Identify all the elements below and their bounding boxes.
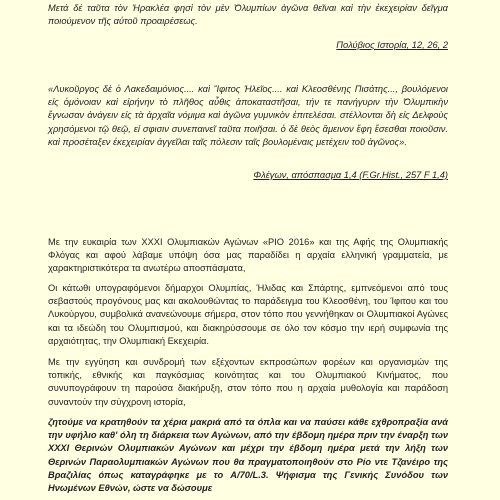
intro-paragraph: Με την ευκαιρία των XXXI Ολυμπιακών Αγώνων «ΡΙΟ 2016» και της Αφής της Ολυμπιακής Φλόγας και αφού λάβαμε υπόψη όσα μας παραδίδει η αρχαία ελληνική γραμματεία, με χαρακτηριστικότερα τα ανωτέρω αποσπάσματα, (48, 237, 448, 274)
phlegon-source: Φλέγων, απόσπασμα 1,4 (F.Gr.Hist., 257 F 1,4) (253, 170, 448, 180)
mayors-paragraph: Οι κάτωθι υπογραφόμενοι δήμαρχοι Ολυμπίας, Ήλιδας και Σπάρτης, εμπνεόμενοι από τους σεβαστούς προγόνους μας και ακολουθώντας το παράδειγμα του Κλεοσθένη, του Ίφιτου και του Λυκούργου, συμβολικά ανανεώνουμε σήμερα, στον τόπο που γεννήθηκαν οι Ολυμπιακοί Αγώνες και τα ιδεώδη του Ολυμπισμού, και διακηρύσσουμε σε όλο τον κόσμο την ιερή συμφωνία της αρχαιότητας, την Ολυμπιακή Εκεχειρία. (48, 283, 448, 346)
truce-request-paragraph: ζητούμε να κρατηθούν τα χέρια μακριά από τα όπλα και να παύσει κάθε εχθροπραξία ανά την υφήλιο καθ' όλη τη διάρκεια των Αγώνων, από την έβδομη ημέρα πριν την έναρξη των XXXI Θερινών Ολυμπιακών Αγώνων και μέχρι την έβδομη ημέρα μετά την λήξη των Θερινών Παραολυμπιακών Αγώνων που θα πραγματοποιηθούν στο Ρίο ντε Τζανέιρο της Βραζιλίας όπως καταγράφηκε με το A/70/L.3. Ψήφισμα της Γενικής Συνόδου των Ηνωμένων Εθνών, ώστε να δώσουμε (48, 417, 448, 494)
polybius-quote: Μετά δέ ταῦτα τὸν Ἡρακλέα φησὶ τὸν μὲν Ὀλυμπίων ἀγῶνα θεῖναι καὶ τὴν ἐκεχειρίαν δεῖγμα ποιούμενον τῆς αὐτοῦ προαιρέσεως. (48, 3, 448, 27)
phlegon-quote: «Λυκοῦργος δὲ ὁ Λακεδαιμόνιος.... καὶ Ἴφιτος Ἠλεῖος.... καὶ Κλεοσθένης Πισάτης..., βουλόμενοι εἰς ὁμόνοιαν καὶ εἰρήνην τὸ πλῆθος αὖθις ἀποκαταστῆσαι, τήν τε πανήγυριν τὴν Ὀλυμπικὴν ἔγνωσαν ἀνάγειν εἰς τὰ ἀρχαῖα νόμιμα καὶ ἀγῶνα γυμνικὸν ἐπιτελέσαι. στέλλονται δὴ εἰς Δελφοὺς χρησόμενοι τῷ θεῷ, εἰ σφισιν συνεπαινεῖ ταῦτα ποιῆσαι. ὁ δὲ θεὸς ἄμεινον ἔφη ἔσεσθαι ποιοῦσιν. καὶ προσέταξεν ἐκεχειρίαν ἀγγεῖλαι ταῖς πόλεσιν ταῖς βουλομέναις μετέχειν τοῦ ἀγῶνος». (48, 84, 448, 147)
polybius-source: Πολύβιος Ιστορία, 12, 26, 2 (336, 40, 448, 50)
guarantee-paragraph: Με την εγγύηση και συνδρομή των εξέχοντων εκπροσώπων φορέων και οργανισμών της τοπικής, εθνικής και παγκόσμιας κοινότητας και του Ολυμπιακού Κινήματος, που συνυπογράφουν τη παρούσα διακήρυξη, στον τόπο που η αρχαία μυθολογία και παράδοση συναντούν την σύγχρονη ιστορία, (48, 357, 448, 407)
